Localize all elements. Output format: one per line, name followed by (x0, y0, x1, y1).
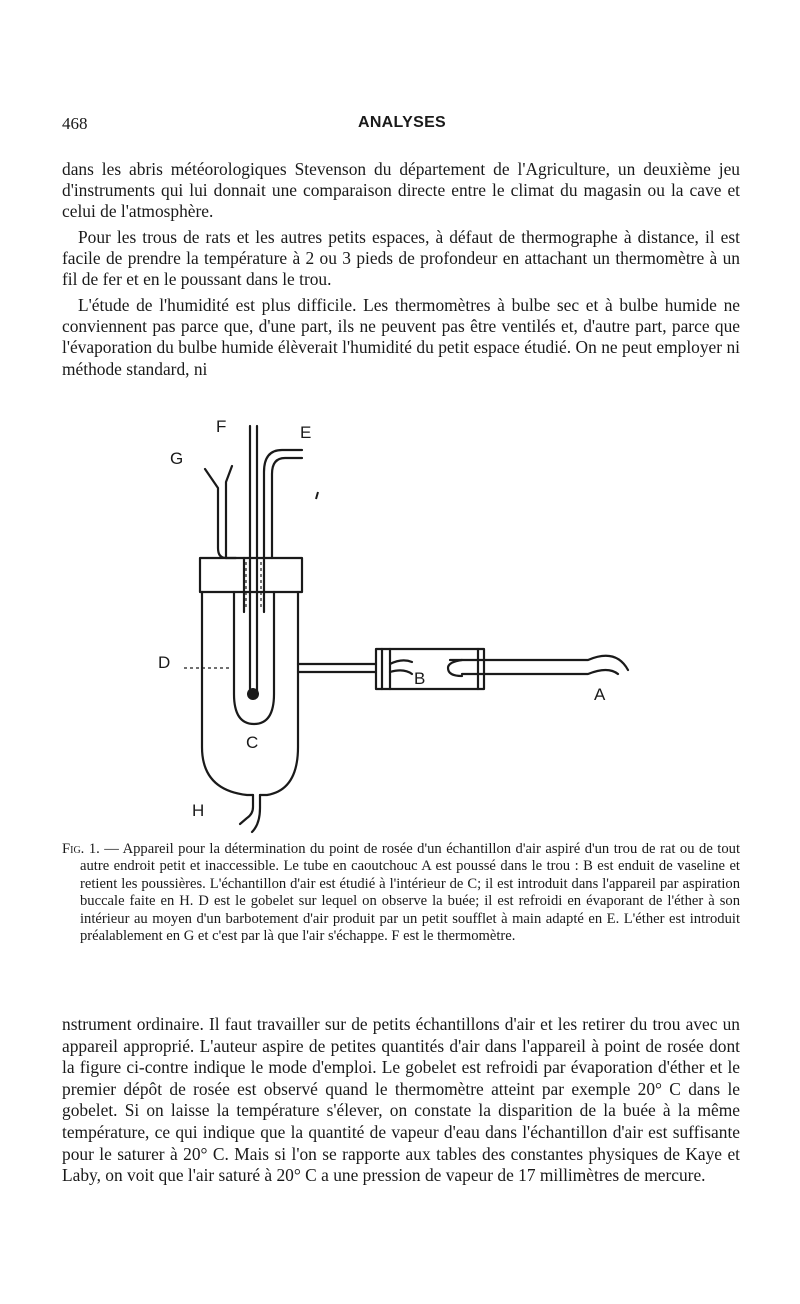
filter-B-outlet-hook (448, 660, 462, 676)
caption-text: — Appareil pour la détermination du point de rosée d'un échantillon d'air aspiré d'un trou de rat ou de tout autre endroit petit et inaccessible. Le tube en caoutchouc A est poussé dans le trou : B est enduit de vaseline et retient les poussières. L'échantillon d'air est étudié à l'intérieur de C; il est introduit dans l'appareil par aspiration buccale faite en H. D est le gobelet sur lequel on observe la buée; il est refroidi en évaporant de l'éther à son intérieur au moyen d'un barbotement d'air produit par un petit soufflet à main adapté en E. L'éther est introduit préalablement en G et c'est par là que l'air s'échappe. F est le thermomètre. (80, 841, 740, 945)
apparatus-diagram (150, 412, 650, 840)
body-paragraph-1: dans les abris météorologiques Stevenson du département de l'Agriculture, un deuxième jeu d'instruments qui lui donnait une comparaison directe entre le climat du magasin ou la cave et celui de l'atmosphère. (62, 159, 740, 222)
rubber-tube-A (450, 656, 628, 674)
side-arm (298, 664, 376, 672)
filter-B-bands (382, 649, 478, 689)
body-paragraph-3: L'étude de l'humidité est plus difficile. Les thermomètres à bulbe sec et à bulbe humide ne conviennent pas parce que, d'une part, ils ne peuvent pas être ventilés et, d'autre part, parce que l'évaporation du bulbe humide élèverait l'humidité du petit espace étudié. On ne peut employer ni méthode standard, ni (62, 295, 740, 379)
stray-mark (316, 492, 318, 499)
label-H: H (192, 801, 205, 820)
label-A: A (594, 685, 606, 704)
label-D: D (158, 653, 171, 672)
page-number: 468 (62, 114, 88, 133)
sleeve-ticks (246, 562, 261, 608)
tube-E-outer (264, 450, 302, 558)
label-E: E (300, 423, 312, 442)
page-header (62, 114, 742, 140)
thermometer-bulb (247, 688, 259, 700)
outlet-H-tube (240, 795, 253, 824)
label-G: G (170, 449, 184, 468)
body-paragraph-2: Pour les trous de rats et les autres petits espaces, à défaut de thermographe à distance, il est facile de prendre la température à 2 ou 3 pieds de profondeur en attachant un thermomètre à un fil de fer et en le poussant dans le trou. (62, 227, 740, 290)
tube-G-right (226, 466, 232, 558)
running-title: ANALYSES (357, 114, 447, 131)
label-F: F (216, 417, 227, 436)
caption-body (62, 841, 740, 945)
caption-label: Fig. 1. (62, 841, 100, 857)
body-paragraph-4: nstrument ordinaire. Il faut travailler sur de petits échantillons d'air et les retirer du trou avec un appareil approprié. L'auteur aspire de petites quantités d'air dans l'appareil à point de rosée dont la figure ci-contre indique le mode d'emploi. Le gobelet est refroidi par évaporation d'éther et le premier dépôt de rosée est observé quand le thermomètre atteint par exemple 20° C dans le gobelet. Si on laisse la température s'élever, on constate la disparition de la buée à la même température, ce qui indique que la quantité de vapeur d'eau dans l'échantillon d'air est suffisante pour le saturer à 20° C. Mais si l'on se rapporte aux tables des constantes physiques de Kaye et Laby, on voit que l'air saturé à 20° C a une pression de vapeur de 17 millimètres de mercure. (62, 1014, 740, 1186)
tube-G-left (205, 469, 236, 558)
inner-cup (234, 592, 274, 724)
figure-apparatus (150, 412, 650, 840)
label-C: C (246, 733, 259, 752)
label-B: B (414, 669, 426, 688)
tube-E-inner (272, 458, 302, 558)
filter-B (376, 649, 484, 689)
inner-sleeve (244, 558, 264, 612)
figure-caption (62, 841, 740, 945)
filter-B-inlet (390, 660, 412, 674)
